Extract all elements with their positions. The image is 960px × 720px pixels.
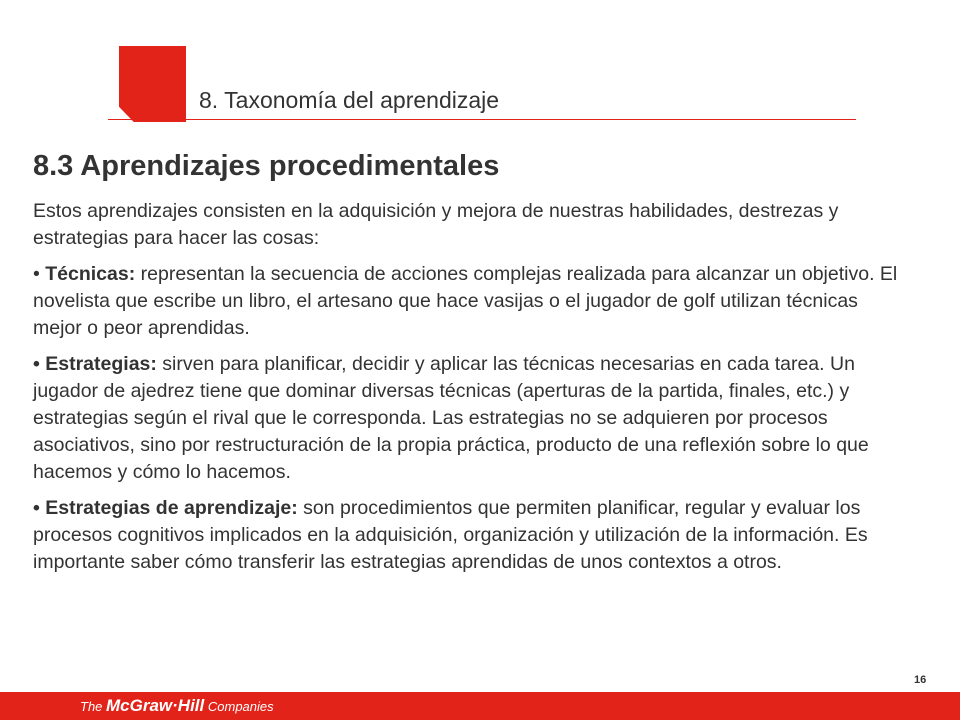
page-number: 16 <box>914 674 927 686</box>
bullet-marker: • <box>33 497 46 519</box>
bullet-text: sirven para planificar, decidir y aplicar las técnicas necesarias en cada tarea. Un jugador de ajedrez tiene que dominar diversas técnicas (aperturas de la partida, finales, etc.) y estrategias según el rival que le corresponda. Las estrategias no se adquieren por procesos asociativos, sino por restructuración de la propia práctica, producto de una reflexión sobre lo que hacemos y cómo lo hacemos. <box>33 353 869 483</box>
bullet-marker: • <box>33 353 46 375</box>
mcgraw-hill-logo <box>80 697 274 716</box>
logo-main: McGraw·Hill <box>106 696 205 715</box>
slide-body <box>33 198 908 585</box>
bullet-term: Estrategias de aprendizaje: <box>45 497 298 519</box>
bullet-text: son procedimientos que permiten planificar, regular y evaluar los procesos cognitivos implicados en la adquisición, organización y utilización de la información. Es importante saber cómo transferir las estrategias aprendidas de unos contextos a otros. <box>33 497 868 573</box>
section-title: 8. Taxonomía del aprendizaje <box>199 87 500 113</box>
bullet-term: Técnicas: <box>45 263 136 285</box>
bullet-tecnicas <box>33 261 908 342</box>
header-red-tab <box>119 46 186 122</box>
logo-prefix: The <box>80 699 107 714</box>
bullet-text: representan la secuencia de acciones complejas realizada para alcanzar un objetivo. El novelista que escribe un libro, el artesano que hace vasijas o el jugador de golf utilizan técnicas mejor o peor aprendidas. <box>33 263 898 339</box>
slide-subtitle: 8.3 Aprendizajes procedimentales <box>33 150 500 182</box>
bullet-estrategias-aprendizaje <box>33 495 908 576</box>
bullet-estrategias <box>33 351 908 486</box>
header-divider <box>108 119 856 120</box>
logo-suffix: Companies <box>204 699 274 714</box>
bullet-term: Estrategias: <box>45 353 157 375</box>
bullet-marker: • <box>33 263 46 285</box>
intro-paragraph: Estos aprendizajes consisten en la adquisición y mejora de nuestras habilidades, destrezas y estrategias para hacer las cosas: <box>33 200 839 249</box>
